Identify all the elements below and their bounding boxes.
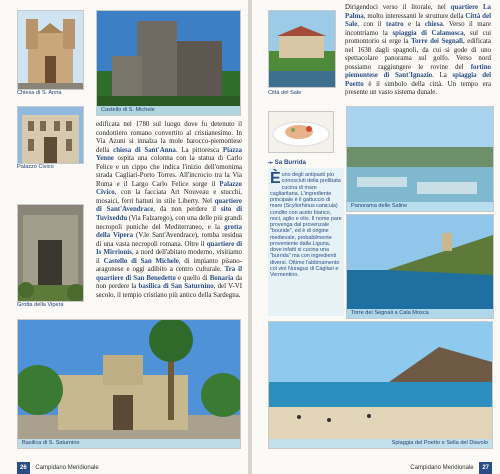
right-page — [252, 0, 500, 474]
link-piazza-yenne: Piazza Yenne — [96, 146, 242, 163]
link-bonaria: Bonaria — [209, 274, 234, 282]
right-footer — [410, 462, 492, 474]
caption-basilica: Basilica di S. Saturnino — [18, 439, 240, 448]
caption-castello: Castello di S. Michele — [97, 106, 240, 115]
right-body-text: Dirigendoci verso il litorale, nel quartiere La Palma, molto interessanti le strutture della Città del Sale, con il teatro e la chiesa. Verso il mare incontriamo la spiaggia di Calamosca, sul cui promontorio si erge la Torre dei Segnali, edificata nel 1638 dagli spagnoli, da cui si gode di uno spettacolare panorama sul golfo. Verso nord possiamo raggiungere le rovine del fortino piemontese di Sant'Ignazio. La spiaggia del Poetto è il simbolo della città. Un tempo era presente un vasto sistema dunale. — [345, 4, 492, 97]
poetto-image — [269, 322, 492, 448]
link-basilica-saturnino: basilica di San Saturnino — [138, 283, 214, 291]
sidebox-text: Èuno degli antipasti più conosciuti della prelibata cucina di mare cagliaritana. L'ingrediente principale è il gattuccio di mare (Scyliorhinus canicula) condito con aceto bianco, noci, aglio e olio. Il nome pare provenga dal provenzale "bouride", ed è di origine medievale, probabilmente proveniente dalla Liguria, dove infatti si cucina una "burrida" ma con ingredienti diversi. Ottime l'abbinamento coi vini Nuragus di Cagliari e Vermentino. — [270, 170, 342, 278]
page-number: 26 — [17, 462, 30, 474]
photo-poetto — [268, 321, 493, 449]
caption-poetto: Spiaggia del Poetto e Sella del Diavolo — [269, 439, 492, 448]
caption-citta-sale: Città del Sale — [268, 90, 302, 96]
link-chiesa-sant-anna: chiesa di Sant'Anna — [113, 146, 176, 154]
photo-citta-sale — [268, 10, 336, 88]
basilica-image — [18, 320, 240, 448]
palazzo-image — [18, 107, 83, 163]
link-spiaggia-poetto: spiaggia del Poetto — [345, 72, 492, 88]
left-page — [0, 0, 248, 474]
grotta-image — [18, 205, 83, 301]
link-quartiere-sant-avendrace: quartiere di Sant'Avendrace — [96, 197, 242, 214]
torre-image — [347, 215, 493, 318]
photo-grotta-vipera — [17, 204, 84, 302]
link-teatro: teatro — [386, 21, 404, 29]
photo-chiesa-sant-anna — [17, 10, 84, 90]
footer-title: Campidano Meridionale — [35, 465, 99, 471]
photo-saline — [346, 106, 494, 212]
photo-palazzo-civico — [17, 106, 84, 164]
link-fortino: fortino piemontese di Sant'Ignazio — [345, 63, 491, 80]
link-quartiere-palma: quartiere La Palma — [345, 4, 491, 20]
page-number: 27 — [479, 462, 492, 474]
link-quartiere-san-benedetto: Tra il quartiere di San Benedetto — [96, 266, 243, 282]
link-torre-segnali: Torre dei Segnali — [411, 38, 463, 46]
church-image — [18, 11, 83, 89]
link-grotta-vipera: grotta della Vipera — [96, 223, 242, 240]
photo-basilica — [17, 319, 241, 449]
link-castello-san-michele: Castello di San Michele — [103, 257, 179, 265]
citta-sale-image — [269, 11, 335, 87]
photo-burrida — [268, 111, 334, 153]
link-citta-sale: Città del Sale — [345, 12, 491, 29]
dropcap: È — [270, 170, 281, 187]
link-sito-tuvixeddu: sito di Tuvixeddu — [96, 206, 242, 223]
caption-chiesa: Chiesa di S. Anna — [17, 90, 62, 96]
left-body-text: edificata nel 1780 sul luogo dove fu detenuto il condottiero romano convertito al cristianesimo. In Via Azuni si innalza la mole barocco-piemontese della chiesa di Sant'Anna. La pittoresca Piazza Yenne ospita una colonna con la statua di Carlo Felice e un cippo che indica l'inizio dell'omonima strada Cagliari-Porto Torres. All'incrocio tra la Via Roma e il Largo Carlo Felice sorge il Palazzo Civico, con la facciata Art Nouveau e stucchi, mosaici, ferri battuti in stile Liberty. Nel quartiere di Sant'Avendrace, da non perdere il sito di Tuvixeddu (Via Falzarego), con una delle più grandi necropoli puniche del Mediterraneo, e la grotta della Vipera (V.le Sant'Avendrace), tomba residua di una vasta necropoli romana. Oltre il quartiere di Is Mirrionis, a nord dell'abitato moderno, visitiamo il Castello di San Michele, di impianto pisano-aragonese e oggi adibito a centro culturale. Tra il quartiere di San Benedetto e quello di Bonaria da non perdere la basilica di San Saturnino, del V-VI secolo, il tempio cristiano più antico della Sardegna. — [96, 121, 243, 299]
link-quartiere-mirrionis: quartiere di Is Mirrionis — [96, 240, 242, 257]
caption-torre: Torre dei Segnali a Cala Mosca — [347, 309, 493, 318]
caption-grotta: Grotta della Vipera — [17, 302, 64, 308]
link-spiaggia-calamosca: spiaggia di Calamosca — [392, 29, 464, 37]
link-palazzo-civico: Palazzo Civico — [96, 180, 242, 197]
left-footer — [17, 462, 99, 474]
photo-torre — [346, 214, 494, 319]
food-image — [269, 112, 333, 152]
footer-title: Campidano Meridionale — [410, 465, 474, 471]
caption-palazzo: Palazzo Civico — [17, 164, 54, 170]
fish-icon: ⤞ — [268, 159, 275, 166]
saline-image — [347, 107, 493, 211]
castle-image — [97, 11, 240, 115]
link-chiesa: chiesa — [424, 21, 443, 29]
photo-castello — [96, 10, 241, 116]
sidebox-title: ⤞ Sa Burrida — [268, 159, 306, 166]
caption-saline: Panorama delle Saline — [347, 202, 493, 211]
